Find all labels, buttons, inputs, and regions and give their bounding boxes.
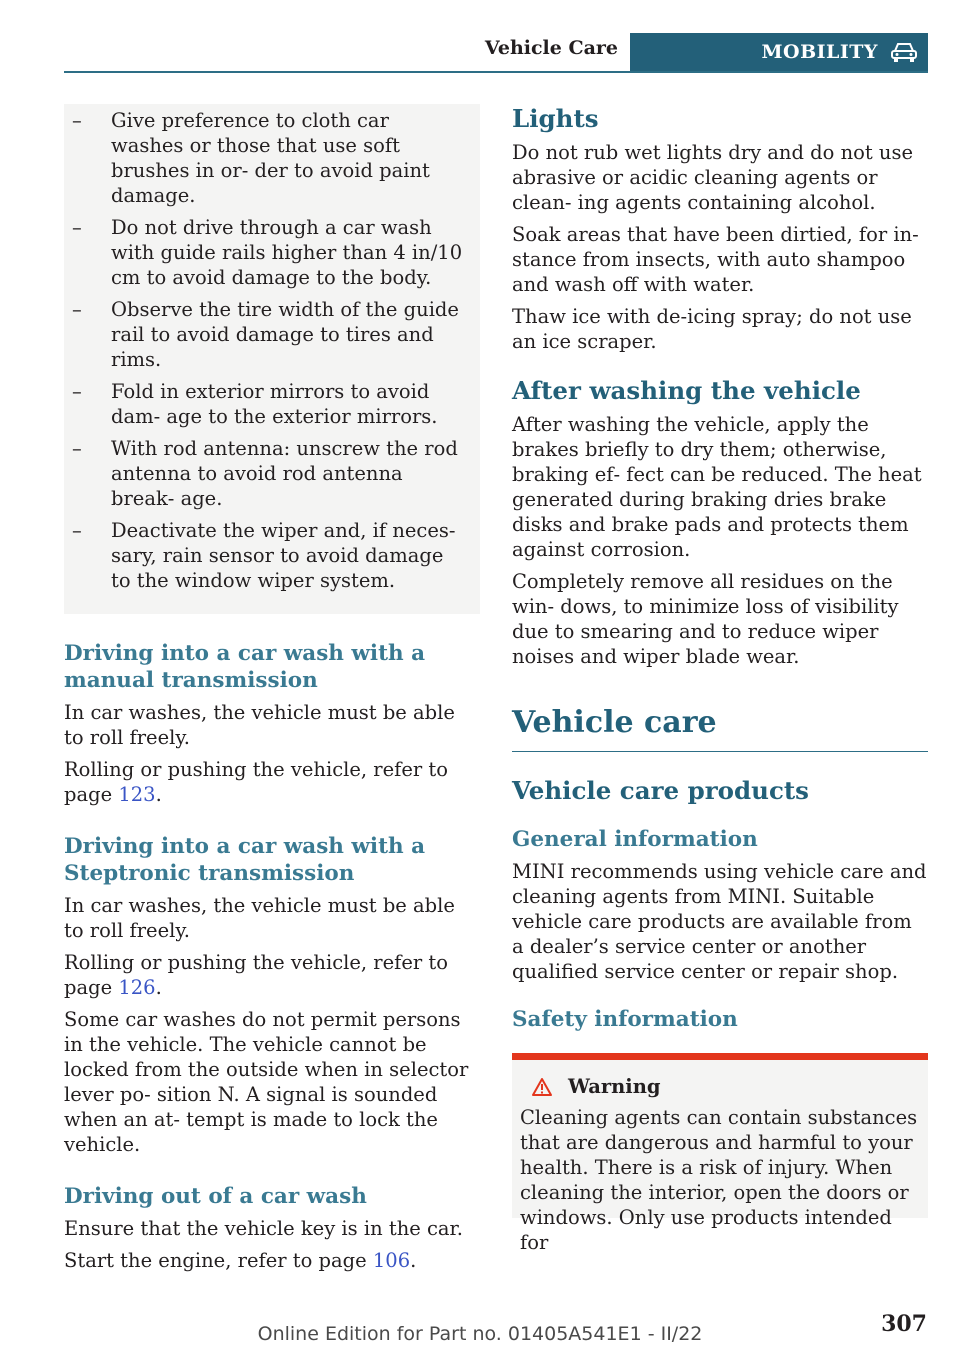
manual-transmission-heading: Driving into a car wash with a manual transmission xyxy=(64,641,426,693)
lights-heading: Lights xyxy=(512,104,599,133)
chapter-tab-label: MOBILITY xyxy=(761,41,878,63)
lights-p3: Thaw ice with de-icing spray; do not use an ice scraper. xyxy=(512,305,912,353)
general-p1: MINI recommends using vehicle care and cleaning agents from MINI. Suitable vehicle care products are available from a dealer’s service center or another qualified service center or repair shop. xyxy=(512,860,927,983)
list-item: – With rod antenna: unscrew the rod antenna to avoid rod antenna break‐ age. xyxy=(72,437,458,510)
steptronic-p3: Some car washes do not permit persons in the vehicle. The vehicle cannot be locked from the outside when in selector lever po‐ sition N. A signal is sounded when an at‐ tempt is made to lock the vehicle. xyxy=(64,1008,469,1156)
steptronic-heading: Driving into a car wash with a Steptronic transmission xyxy=(64,834,426,886)
page-number: 307 xyxy=(881,1311,927,1337)
list-item: – Observe the tire width of the guide rail to avoid damage to tires and rims. xyxy=(72,298,459,371)
list-item: – Fold in exterior mirrors to avoid dam‐ age to the exterior mirrors. xyxy=(72,380,438,428)
edition-note: Online Edition for Part no. 01405A541E1 - II/22 xyxy=(257,1323,703,1345)
warning-title: Warning xyxy=(520,1074,920,1099)
manual-p1: In car washes, the vehicle must be able to roll freely. xyxy=(64,701,455,749)
left-column xyxy=(64,104,480,1280)
drive-out-p1: Ensure that the vehicle key is in the car. xyxy=(64,1217,463,1240)
list-item: – Deactivate the wiper and, if neces‐ sary, rain sensor to avoid damage to the window wiper system. xyxy=(72,519,456,592)
section-title: Vehicle Care xyxy=(484,37,618,59)
after-p1: After washing the vehicle, apply the brakes briefly to dry them; otherwise, braking ef‐ fect can be reduced. The heat generated during braking dries brake disks and brake pads and protects them against corrosion. xyxy=(512,413,922,561)
lights-p1: Do not rub wet lights dry and do not use abrasive or acidic cleaning agents or clean‐ ing agents containing alcohol. xyxy=(512,141,914,214)
after-washing-heading: After washing the vehicle xyxy=(512,376,861,405)
steptronic-p1: In car washes, the vehicle must be able to roll freely. xyxy=(64,894,455,942)
manual-p2: Rolling or pushing the vehicle, refer to page 123. xyxy=(64,758,449,806)
page-link[interactable]: 106 xyxy=(372,1249,411,1272)
care-products-heading: Vehicle care products xyxy=(512,776,809,805)
chapter-tab xyxy=(630,33,928,71)
steptronic-p2: Rolling or pushing the vehicle, refer to page 126. xyxy=(64,951,449,999)
page-link[interactable]: 123 xyxy=(118,783,156,806)
car-wash-tips-box xyxy=(64,104,480,614)
warning-triangle-icon xyxy=(532,1078,552,1096)
drive-out-heading: Driving out of a car wash xyxy=(64,1184,367,1209)
safety-info-heading: Safety information xyxy=(512,1007,738,1032)
page-link[interactable]: 126 xyxy=(118,976,156,999)
general-info-heading: General information xyxy=(512,827,758,852)
page-header xyxy=(64,33,928,73)
right-column xyxy=(512,104,928,1254)
list-item: – Do not drive through a car wash with guide rails higher than 4 in/10 cm to avoid damage to the body. xyxy=(72,216,463,289)
drive-out-p2: Start the engine, refer to page 106. xyxy=(64,1249,417,1272)
after-p2: Completely remove all residues on the win‐ dows, to minimize loss of visibility due to smearing and to reduce wiper noises and wiper blade wear. xyxy=(512,570,899,668)
chapter-heading: Vehicle care xyxy=(512,705,928,752)
car-icon xyxy=(890,41,918,63)
list-item: – Give preference to cloth car washes or those that use soft brushes in or‐ der to avoid paint damage. xyxy=(72,109,430,207)
lights-p2: Soak areas that have been dirtied, for in‐ stance from insects, with auto shampoo and wash off with water. xyxy=(512,223,919,296)
warning-text: Cleaning agents can contain substances that are dangerous and harmful to your health. There is a risk of injury. When cleaning the interior, open the doors or windows. Only use products intended for xyxy=(520,1106,918,1254)
warning-box xyxy=(512,1053,928,1254)
